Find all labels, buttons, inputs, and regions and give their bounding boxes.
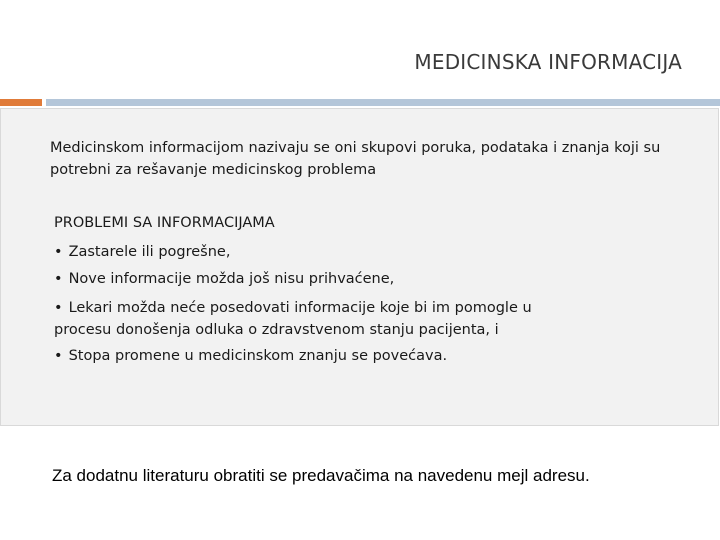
slide-title: MEDICINSKA INFORMACIJA: [414, 50, 682, 74]
bullet-item: [54, 268, 394, 290]
bullet-text: Lekari možda neće posedovati informacije koje bi im pomogle u procesu donošenja odluka o zdravstvenom stanju pacijenta, i: [54, 300, 532, 338]
intro-paragraph: Medicinskom informacijom nazivaju se oni skupovi poruka, podataka i znanja koji su potrebni za rešavanje medicinskog problema: [50, 140, 661, 178]
accent-bar-blue: [46, 99, 720, 106]
bullet-item: [54, 345, 447, 367]
bullet-marker: •: [54, 244, 63, 260]
bullet-marker: •: [54, 348, 63, 364]
problems-heading: PROBLEMI SA INFORMACIJAMA: [54, 215, 275, 231]
footer-note: Za dodatnu literaturu obratiti se predavačima na navedenu mejl adresu.: [52, 466, 590, 485]
bullet-marker: •: [54, 300, 63, 316]
bullet-marker: •: [54, 271, 63, 287]
accent-bar-orange: [0, 99, 42, 106]
bullet-text: Nove informacije možda još nisu prihvaćene,: [68, 271, 395, 287]
bullet-text: Zastarele ili pogrešne,: [68, 244, 231, 260]
bullet-text: Stopa promene u medicinskom znanju se povećava.: [68, 348, 448, 364]
bullet-item: [54, 241, 230, 263]
bullet-item: [54, 297, 574, 341]
